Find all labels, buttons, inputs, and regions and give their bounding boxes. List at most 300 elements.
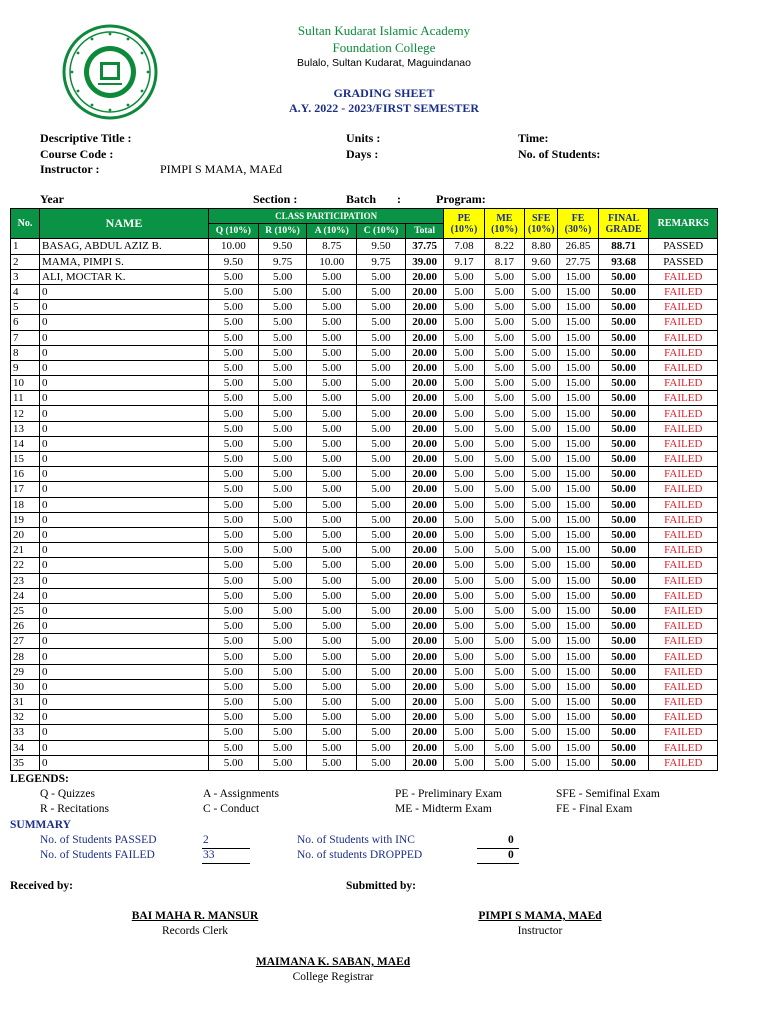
final-grade: 50.00 [598, 421, 649, 436]
q-score: 5.00 [208, 452, 258, 467]
a-score: 5.00 [307, 467, 357, 482]
cp-total: 20.00 [405, 467, 443, 482]
pe-score: 5.00 [444, 315, 484, 330]
row-no: 20 [11, 527, 40, 542]
cp-total: 20.00 [405, 497, 443, 512]
final-grade: 50.00 [598, 573, 649, 588]
remarks: FAILED [649, 573, 718, 588]
cp-total: 20.00 [405, 345, 443, 360]
table-row [11, 755, 718, 770]
table-row [11, 467, 718, 482]
c-score: 5.00 [357, 330, 406, 345]
pe-score: 5.00 [444, 573, 484, 588]
q-score: 5.00 [208, 527, 258, 542]
table-row [11, 391, 718, 406]
table-row [11, 284, 718, 299]
row-no: 19 [11, 512, 40, 527]
days-label: Days : [346, 147, 379, 161]
remarks: FAILED [649, 695, 718, 710]
sfe-score: 5.00 [525, 725, 558, 740]
registrar-role: College Registrar [292, 971, 374, 983]
batch-colon: : [397, 192, 401, 206]
a-score: 5.00 [307, 619, 357, 634]
legend-q: Q - Quizzes [40, 788, 95, 800]
fe-score: 15.00 [558, 406, 598, 421]
table-row [11, 360, 718, 375]
pe-score: 5.00 [444, 603, 484, 618]
units-label: Units : [346, 131, 381, 145]
pe-score: 5.00 [444, 284, 484, 299]
section-label: Section : [253, 192, 298, 206]
student-name: 0 [40, 619, 209, 634]
dropped-underline [477, 863, 519, 864]
a-score: 5.00 [307, 543, 357, 558]
pe-score: 5.00 [444, 391, 484, 406]
row-no: 7 [11, 330, 40, 345]
c-score: 5.00 [357, 679, 406, 694]
table-row [11, 269, 718, 284]
cp-total: 20.00 [405, 543, 443, 558]
row-no: 13 [11, 421, 40, 436]
student-name: 0 [40, 406, 209, 421]
cp-total: 20.00 [405, 634, 443, 649]
sfe-score: 5.00 [525, 376, 558, 391]
batch-label: Batch [346, 192, 376, 206]
c-score: 5.00 [357, 527, 406, 542]
r-score: 5.00 [258, 512, 307, 527]
sfe-score: 5.00 [525, 527, 558, 542]
r-score: 5.00 [258, 603, 307, 618]
class-participation-header: CLASS PARTICIPATION [208, 209, 443, 224]
descriptive-title-label: Descriptive Title : [40, 131, 132, 145]
academic-year: A.Y. 2022 - 2023/FIRST SEMESTER [288, 101, 480, 115]
legend-a: A - Assignments [203, 788, 280, 800]
dropped-value: 0 [508, 849, 514, 861]
cp-total: 20.00 [405, 421, 443, 436]
table-row [11, 603, 718, 618]
sfe-score: 5.00 [525, 467, 558, 482]
me-score: 5.00 [484, 679, 524, 694]
fe-score: 15.00 [558, 755, 598, 770]
table-row [11, 300, 718, 315]
cp-total: 20.00 [405, 558, 443, 573]
sfe-score: 5.00 [525, 482, 558, 497]
sfe-score: 5.00 [525, 284, 558, 299]
row-no: 24 [11, 588, 40, 603]
col-c-header: C (10%) [357, 224, 406, 239]
pe-score: 5.00 [444, 421, 484, 436]
c-score: 5.00 [357, 315, 406, 330]
a-score: 5.00 [307, 573, 357, 588]
me-score: 5.00 [484, 482, 524, 497]
pe-score: 5.00 [444, 634, 484, 649]
me-score: 5.00 [484, 619, 524, 634]
student-name: 0 [40, 467, 209, 482]
fe-score: 15.00 [558, 634, 598, 649]
remarks: FAILED [649, 421, 718, 436]
q-score: 5.00 [208, 512, 258, 527]
remarks: FAILED [649, 527, 718, 542]
fe-score: 27.75 [558, 254, 598, 269]
remarks: PASSED [649, 254, 718, 269]
r-score: 5.00 [258, 406, 307, 421]
student-name: 0 [40, 360, 209, 375]
registrar-name: MAIMANA K. SABAN, MAEd [255, 956, 411, 968]
student-name: 0 [40, 664, 209, 679]
table-row [11, 725, 718, 740]
c-score: 5.00 [357, 725, 406, 740]
submitter-name: PIMPI S MAMA, MAEd [478, 910, 602, 922]
me-score: 5.00 [484, 284, 524, 299]
pe-score: 5.00 [444, 649, 484, 664]
failed-value: 33 [203, 849, 215, 861]
col-q-header: Q (10%) [208, 224, 258, 239]
remarks: FAILED [649, 482, 718, 497]
cp-total: 20.00 [405, 406, 443, 421]
me-score: 5.00 [484, 755, 524, 770]
remarks: FAILED [649, 543, 718, 558]
q-score: 5.00 [208, 588, 258, 603]
sfe-score: 5.00 [525, 603, 558, 618]
pe-score: 5.00 [444, 558, 484, 573]
row-no: 32 [11, 710, 40, 725]
q-score: 5.00 [208, 710, 258, 725]
pe-score: 5.00 [444, 725, 484, 740]
table-row [11, 330, 718, 345]
q-score: 5.00 [208, 391, 258, 406]
remarks: FAILED [649, 284, 718, 299]
student-name: 0 [40, 391, 209, 406]
a-score: 5.00 [307, 376, 357, 391]
r-score: 5.00 [258, 573, 307, 588]
remarks: FAILED [649, 755, 718, 770]
grades-table [10, 208, 718, 771]
a-score: 5.00 [307, 330, 357, 345]
cp-total: 20.00 [405, 452, 443, 467]
cp-total: 20.00 [405, 679, 443, 694]
sfe-score: 9.60 [525, 254, 558, 269]
table-row [11, 406, 718, 421]
row-no: 6 [11, 315, 40, 330]
row-no: 33 [11, 725, 40, 740]
c-score: 5.00 [357, 695, 406, 710]
legends-title: LEGENDS: [10, 773, 69, 785]
sfe-score: 5.00 [525, 664, 558, 679]
sfe-score: 5.00 [525, 710, 558, 725]
remarks: FAILED [649, 558, 718, 573]
course-code-label: Course Code : [40, 147, 114, 161]
instructor-label: Instructor : [40, 162, 100, 176]
a-score: 5.00 [307, 710, 357, 725]
col-fe-header: FE (30%) [558, 209, 598, 239]
student-name: 0 [40, 710, 209, 725]
row-no: 14 [11, 436, 40, 451]
c-score: 5.00 [357, 284, 406, 299]
row-no: 9 [11, 360, 40, 375]
sfe-score: 5.00 [525, 755, 558, 770]
fe-score: 15.00 [558, 482, 598, 497]
row-no: 25 [11, 603, 40, 618]
final-grade: 50.00 [598, 543, 649, 558]
student-name: 0 [40, 512, 209, 527]
col-a-header: A (10%) [307, 224, 357, 239]
table-row [11, 679, 718, 694]
year-label: Year [40, 192, 64, 206]
student-name: 0 [40, 558, 209, 573]
me-score: 5.00 [484, 588, 524, 603]
student-name: 0 [40, 315, 209, 330]
me-score: 5.00 [484, 269, 524, 284]
student-name: 0 [40, 573, 209, 588]
r-score: 5.00 [258, 300, 307, 315]
a-score: 5.00 [307, 664, 357, 679]
c-score: 5.00 [357, 543, 406, 558]
sfe-score: 5.00 [525, 588, 558, 603]
final-grade: 50.00 [598, 436, 649, 451]
sfe-score: 5.00 [525, 679, 558, 694]
fe-score: 15.00 [558, 725, 598, 740]
c-score: 5.00 [357, 710, 406, 725]
c-score: 5.00 [357, 269, 406, 284]
pe-score: 5.00 [444, 740, 484, 755]
fe-score: 15.00 [558, 664, 598, 679]
cp-total: 20.00 [405, 527, 443, 542]
me-score: 5.00 [484, 710, 524, 725]
c-score: 5.00 [357, 588, 406, 603]
final-grade: 50.00 [598, 391, 649, 406]
final-grade: 50.00 [598, 588, 649, 603]
me-score: 5.00 [484, 391, 524, 406]
q-score: 5.00 [208, 543, 258, 558]
c-score: 5.00 [357, 421, 406, 436]
final-grade: 50.00 [598, 619, 649, 634]
cp-total: 20.00 [405, 482, 443, 497]
student-name: 0 [40, 527, 209, 542]
student-name: 0 [40, 482, 209, 497]
fe-score: 15.00 [558, 573, 598, 588]
final-grade: 50.00 [598, 512, 649, 527]
me-score: 5.00 [484, 558, 524, 573]
failed-label: No. of Students FAILED [40, 849, 155, 861]
r-score: 5.00 [258, 330, 307, 345]
q-score: 5.00 [208, 679, 258, 694]
a-score: 5.00 [307, 360, 357, 375]
remarks: FAILED [649, 710, 718, 725]
a-score: 5.00 [307, 345, 357, 360]
sfe-score: 5.00 [525, 558, 558, 573]
pe-score: 5.00 [444, 330, 484, 345]
fe-score: 15.00 [558, 436, 598, 451]
row-no: 18 [11, 497, 40, 512]
row-no: 21 [11, 543, 40, 558]
r-score: 5.00 [258, 315, 307, 330]
table-row [11, 376, 718, 391]
final-grade: 50.00 [598, 300, 649, 315]
row-no: 28 [11, 649, 40, 664]
student-name: 0 [40, 740, 209, 755]
sfe-score: 8.80 [525, 239, 558, 254]
cp-total: 20.00 [405, 619, 443, 634]
fe-score: 15.00 [558, 527, 598, 542]
final-grade: 50.00 [598, 755, 649, 770]
sfe-score: 5.00 [525, 543, 558, 558]
q-score: 5.00 [208, 330, 258, 345]
a-score: 8.75 [307, 239, 357, 254]
final-grade: 88.71 [598, 239, 649, 254]
c-score: 5.00 [357, 619, 406, 634]
a-score: 5.00 [307, 527, 357, 542]
col-total-header: Total [405, 224, 443, 239]
remarks: FAILED [649, 300, 718, 315]
legend-c: C - Conduct [203, 803, 260, 815]
a-score: 5.00 [307, 436, 357, 451]
sfe-score: 5.00 [525, 406, 558, 421]
q-score: 5.00 [208, 649, 258, 664]
r-score: 5.00 [258, 482, 307, 497]
c-score: 5.00 [357, 649, 406, 664]
pe-score: 5.00 [444, 527, 484, 542]
sfe-score: 5.00 [525, 619, 558, 634]
fe-score: 15.00 [558, 558, 598, 573]
me-score: 5.00 [484, 315, 524, 330]
c-score: 5.00 [357, 345, 406, 360]
me-score: 5.00 [484, 573, 524, 588]
r-score: 5.00 [258, 710, 307, 725]
table-row [11, 527, 718, 542]
fe-score: 15.00 [558, 269, 598, 284]
student-name: 0 [40, 649, 209, 664]
c-score: 5.00 [357, 634, 406, 649]
fe-score: 15.00 [558, 512, 598, 527]
fe-score: 15.00 [558, 649, 598, 664]
cp-total: 20.00 [405, 588, 443, 603]
r-score: 5.00 [258, 664, 307, 679]
final-grade: 50.00 [598, 695, 649, 710]
pe-score: 5.00 [444, 482, 484, 497]
r-score: 5.00 [258, 527, 307, 542]
r-score: 5.00 [258, 269, 307, 284]
r-score: 5.00 [258, 755, 307, 770]
c-score: 5.00 [357, 664, 406, 679]
sfe-score: 5.00 [525, 360, 558, 375]
c-score: 5.00 [357, 452, 406, 467]
final-grade: 50.00 [598, 725, 649, 740]
table-row [11, 497, 718, 512]
row-no: 8 [11, 345, 40, 360]
c-score: 5.00 [357, 573, 406, 588]
table-row [11, 436, 718, 451]
remarks: PASSED [649, 239, 718, 254]
row-no: 12 [11, 406, 40, 421]
q-score: 5.00 [208, 406, 258, 421]
fe-score: 15.00 [558, 740, 598, 755]
cp-total: 20.00 [405, 269, 443, 284]
student-name: 0 [40, 603, 209, 618]
q-score: 5.00 [208, 619, 258, 634]
table-row [11, 695, 718, 710]
student-name: MAMA, PIMPI S. [40, 254, 209, 269]
c-score: 5.00 [357, 467, 406, 482]
a-score: 5.00 [307, 269, 357, 284]
final-grade: 50.00 [598, 482, 649, 497]
school-name: Sultan Kudarat Islamic Academy [297, 23, 471, 38]
q-score: 5.00 [208, 740, 258, 755]
q-score: 5.00 [208, 664, 258, 679]
student-name: 0 [40, 588, 209, 603]
r-score: 5.00 [258, 679, 307, 694]
cp-total: 20.00 [405, 376, 443, 391]
sfe-score: 5.00 [525, 452, 558, 467]
pe-score: 5.00 [444, 406, 484, 421]
remarks: FAILED [649, 603, 718, 618]
r-score: 5.00 [258, 436, 307, 451]
final-grade: 50.00 [598, 527, 649, 542]
cp-total: 20.00 [405, 300, 443, 315]
q-score: 5.00 [208, 755, 258, 770]
row-no: 30 [11, 679, 40, 694]
legend-pe: PE - Preliminary Exam [395, 788, 502, 800]
table-row [11, 649, 718, 664]
remarks: FAILED [649, 315, 718, 330]
me-score: 5.00 [484, 512, 524, 527]
college-name: Foundation College [332, 40, 436, 55]
student-name: 0 [40, 543, 209, 558]
school-address: Bulalo, Sultan Kudarat, Maguindanao [297, 57, 471, 69]
cp-total: 37.75 [405, 239, 443, 254]
cp-total: 20.00 [405, 710, 443, 725]
row-no: 29 [11, 664, 40, 679]
legend-r: R - Recitations [40, 803, 109, 815]
failed-underline [202, 863, 250, 864]
cp-total: 39.00 [405, 254, 443, 269]
final-grade: 50.00 [598, 634, 649, 649]
q-score: 5.00 [208, 467, 258, 482]
pe-score: 5.00 [444, 679, 484, 694]
q-score: 5.00 [208, 300, 258, 315]
fe-score: 15.00 [558, 710, 598, 725]
pe-score: 5.00 [444, 664, 484, 679]
received-by-label: Received by: [10, 880, 73, 892]
final-grade: 50.00 [598, 664, 649, 679]
time-label: Time: [518, 131, 549, 145]
row-no: 11 [11, 391, 40, 406]
student-name: 0 [40, 376, 209, 391]
pe-score: 7.08 [444, 239, 484, 254]
a-score: 5.00 [307, 482, 357, 497]
r-score: 5.00 [258, 345, 307, 360]
me-score: 5.00 [484, 406, 524, 421]
me-score: 5.00 [484, 740, 524, 755]
passed-value: 2 [203, 834, 209, 846]
me-score: 5.00 [484, 436, 524, 451]
fe-score: 15.00 [558, 315, 598, 330]
sfe-score: 5.00 [525, 345, 558, 360]
table-row [11, 482, 718, 497]
student-name: 0 [40, 330, 209, 345]
pe-score: 5.00 [444, 619, 484, 634]
remarks: FAILED [649, 679, 718, 694]
page-title: GRADING SHEET [333, 86, 435, 100]
a-score: 5.00 [307, 497, 357, 512]
student-name: 0 [40, 421, 209, 436]
receiver-role: Records Clerk [161, 925, 229, 937]
r-score: 5.00 [258, 284, 307, 299]
final-grade: 50.00 [598, 376, 649, 391]
r-score: 5.00 [258, 695, 307, 710]
r-score: 5.00 [258, 391, 307, 406]
fe-score: 15.00 [558, 619, 598, 634]
student-name: 0 [40, 300, 209, 315]
